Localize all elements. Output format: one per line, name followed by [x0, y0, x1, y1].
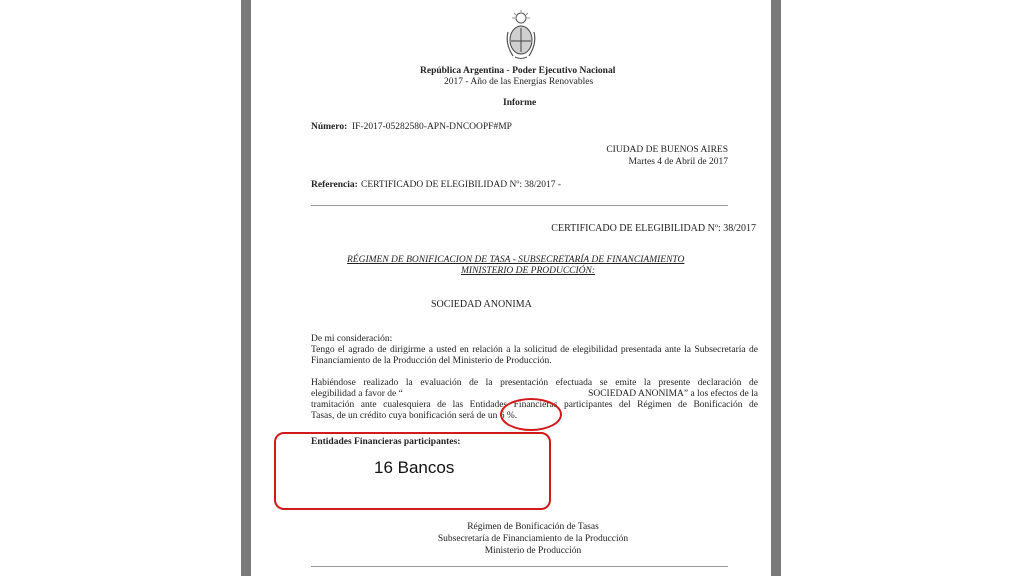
paragraph-2-line2b: SOCIEDAD ANONIMA” a los efectos de la: [588, 389, 758, 399]
numero-value: IF-2017-05282580-APN-DNCOOPF#MP: [352, 122, 512, 132]
regimen-line1: RÉGIMEN DE BONIFICACION DE TASA - SUBSECRETARÍA DE FINANCIAMIENTO: [347, 255, 685, 265]
slide-background: [0, 0, 241, 576]
header-title: República Argentina - Poder Ejecutivo Nacional: [420, 66, 616, 76]
numero-label: Número:: [311, 122, 348, 132]
document-frame-left: [241, 0, 251, 576]
certificate-title: CERTIFICADO DE ELEGIBILIDAD Nº: 38/2017: [551, 223, 756, 234]
date: Martes 4 de Abril de 2017: [628, 157, 728, 167]
greeting: De mi consideración:: [311, 334, 393, 344]
city: CIUDAD DE BUENOS AIRES: [606, 145, 728, 155]
argentina-coat-of-arms-icon: [503, 10, 539, 62]
doc-type: Informe: [503, 98, 537, 108]
paragraph-2-line2a: elegibilidad a favor de “: [311, 389, 403, 399]
paragraph-2-line3: tramitación ante cualesquiera de las Entidades Financieras participantes del Régimen de Bonificación de: [311, 400, 758, 410]
regimen-line2: MINISTERIO DE PRODUCCIÓN:: [461, 266, 596, 276]
paragraph-2-line1: Habiéndose realizado la evaluación de la presentación efectuada se emite la presente declaración de: [311, 378, 758, 388]
header-subtitle: 2017 - Año de las Energías Renovables: [444, 77, 594, 87]
footer-line1: Régimen de Bonificación de Tasas: [467, 522, 599, 532]
footer-divider: [311, 566, 728, 567]
referencia-label: Referencia:: [311, 180, 358, 190]
paragraph-2-line4: Tasas, de un crédito cuya bonificación será de un 6 %.: [311, 411, 518, 421]
company-name: SOCIEDAD ANONIMA: [431, 299, 532, 310]
annotation-text: 16 Bancos: [374, 458, 455, 477]
entidades-label: Entidades Financieras participantes:: [311, 437, 461, 447]
referencia-value: CERTIFICADO DE ELEGIBILIDAD Nº: 38/2017 -: [361, 180, 562, 190]
footer-line3: Ministerio de Producción: [484, 546, 582, 556]
divider: [311, 205, 728, 206]
paragraph-1: Tengo el agrado de dirigirme a usted en relación a la solicitud de elegibilidad presentada ante la Subsecretaría de Financiamiento de la Producción del Ministerio de Producción.: [311, 345, 758, 366]
document-frame-right: [771, 0, 781, 576]
footer-line2: Subsecretaría de Financiamiento de la Producción: [437, 534, 629, 544]
highlight-oval: [500, 398, 562, 431]
